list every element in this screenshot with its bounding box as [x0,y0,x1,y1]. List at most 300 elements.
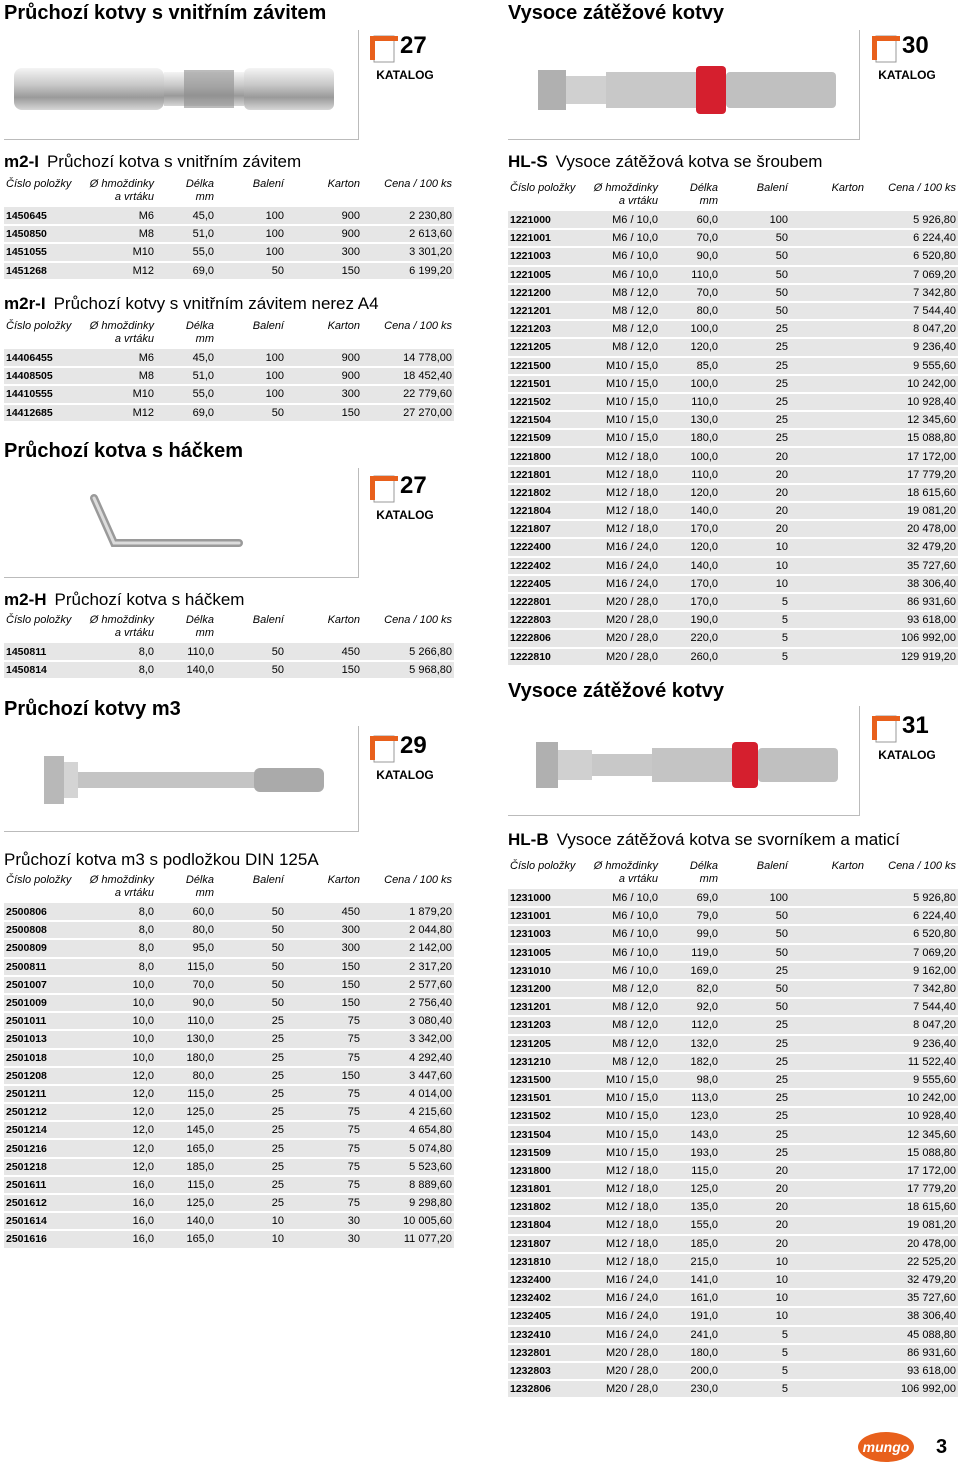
table-cell: 20 [720,466,790,484]
table-cell: M6 / 10,0 [588,229,660,247]
table-cell: 25 [720,320,790,338]
table-cell: 45,0 [156,207,216,225]
table-cell: 2500806 [4,903,84,921]
table-cell [790,1071,866,1089]
table-cell: 115,0 [156,1085,216,1103]
table-cell [790,320,866,338]
table-cell: 3 080,40 [362,1012,454,1030]
table-cell: 150 [286,958,362,976]
table-cell [790,1307,866,1325]
table-m2i: Číslo položky Ø hmoždinky a vrtáku Délka mm Balení Karton Cena / 100 ks 1450645 M6 45,0 100 900 2 230,80 1450850 M8 51,0 100 900 2 613,60 1451055 M10 55,0 100 300 3 301,20 1451268 M12 69,0 50 150 6 199,20 [4,178,454,281]
table-cell: 140,0 [660,502,720,520]
table-cell: 50 [216,994,286,1012]
table-row [508,393,958,411]
table-cell: M8 / 12,0 [588,1016,660,1034]
table-cell: 215,0 [660,1253,720,1271]
table-cell: 10 [720,1253,790,1271]
table-row [508,1144,958,1162]
table-row [508,466,958,484]
table-cell: 1231801 [508,1180,588,1198]
table-cell: 20 [720,1235,790,1253]
table-cell: 25 [720,1089,790,1107]
section-title-hls: HL-S Vysoce zátěžová kotva se šroubem [508,152,823,171]
table-cell: M6 / 10,0 [588,962,660,980]
table-cell: 10 242,00 [866,375,958,393]
table-cell: 2 613,60 [362,225,454,243]
hook-anchor-image [4,468,359,578]
table-row [508,1071,958,1089]
table-cell: 50 [216,643,286,661]
table-cell: M16 / 24,0 [588,1271,660,1289]
table-row [508,1035,958,1053]
table-cell: M8 / 12,0 [588,320,660,338]
table-row [508,375,958,393]
table-cell: 100 [216,207,286,225]
table-cell: 69,0 [660,889,720,907]
table-cell: 25 [720,393,790,411]
table-cell: 2501214 [4,1121,84,1139]
table-cell: 2 142,00 [362,939,454,957]
table-cell: 2501611 [4,1176,84,1194]
table-cell [790,1035,866,1053]
table-cell: 25 [720,962,790,980]
table-cell: 1231800 [508,1162,588,1180]
table-cell: 90,0 [156,994,216,1012]
table-cell: 75 [286,1030,362,1048]
table-cell [790,1125,866,1143]
catalog-ref-1: 27 KATALOG [370,30,440,90]
table-cell: 50 [216,404,286,422]
table-cell [790,575,866,593]
table-cell: 17 779,20 [866,1180,958,1198]
table-cell: 1232400 [508,1271,588,1289]
table-cell: 9 236,40 [866,1035,958,1053]
table-cell: 4 654,80 [362,1121,454,1139]
table-cell: 12,0 [84,1085,156,1103]
table-row [4,1176,454,1194]
table-row [508,1362,958,1380]
table-cell: 1231203 [508,1016,588,1034]
table-cell: M8 / 12,0 [588,980,660,998]
table-cell [790,538,866,556]
table-row [508,320,958,338]
table-cell: 180,0 [156,1049,216,1067]
product-image-hls [508,30,860,140]
table-cell: M12 [84,262,156,280]
table-cell: 14406455 [4,349,84,367]
table-cell: M6 / 10,0 [588,211,660,229]
table-row [508,980,958,998]
table-cell: 100,0 [660,375,720,393]
page-number: 3 [936,1436,948,1458]
table-cell: 1221807 [508,520,588,538]
table-cell: 5 968,80 [362,661,454,679]
table-cell: M8 / 12,0 [588,1035,660,1053]
product-image-m2i [4,30,359,140]
table-cell: 100 [216,243,286,261]
table-row [4,643,454,661]
table-cell: 25 [216,1012,286,1030]
table-cell: 2 317,20 [362,958,454,976]
table-row [508,447,958,465]
table-cell: 25 [720,338,790,356]
table-cell [790,447,866,465]
table-cell: 4 014,00 [362,1085,454,1103]
table-cell: 5 523,60 [362,1158,454,1176]
table-cell: M8 [84,367,156,385]
table-cell: 20 [720,447,790,465]
table-cell: 300 [286,243,362,261]
table-cell: M20 / 28,0 [588,648,660,666]
table-cell: 16,0 [84,1230,156,1248]
table-cell: 50 [216,921,286,939]
table-cell: 50 [720,925,790,943]
table-cell: 17 779,20 [866,466,958,484]
table-cell [790,1380,866,1398]
table-cell: 75 [286,1012,362,1030]
table-cell: 1221804 [508,502,588,520]
table-cell: 50 [720,302,790,320]
table-cell: 3 447,60 [362,1067,454,1085]
table-cell [790,229,866,247]
table-cell: 120,0 [660,338,720,356]
table-cell: 1222801 [508,593,588,611]
table-cell: 1231210 [508,1053,588,1071]
table-cell: 100,0 [660,447,720,465]
catalog-ref-3: 27 KATALOG [370,470,440,530]
table-row [508,1326,958,1344]
table-cell: 79,0 [660,907,720,925]
table-cell: 120,0 [660,484,720,502]
table-cell: 150 [286,976,362,994]
table-cell [790,889,866,907]
table-cell: 1231501 [508,1089,588,1107]
table-cell: 30 [286,1212,362,1230]
anchor-sleeve-image [4,30,359,140]
hlb-anchor-image [508,706,860,816]
table-cell: 1222405 [508,575,588,593]
table-cell: M20 / 28,0 [588,1344,660,1362]
table-cell: 145,0 [156,1121,216,1139]
table-cell: 80,0 [156,921,216,939]
table-cell: 93 618,00 [866,1362,958,1380]
table-cell: 12,0 [84,1067,156,1085]
table-cell: 90,0 [660,247,720,265]
table-cell: 260,0 [660,648,720,666]
table-cell: 5 266,80 [362,643,454,661]
table-cell: 1451268 [4,262,84,280]
table-cell: 50 [720,980,790,998]
table-cell: 25 [720,1125,790,1143]
table-cell: 150 [286,661,362,679]
table-cell: 1221203 [508,320,588,338]
table-cell: 19 081,20 [866,502,958,520]
table-cell: 100,0 [660,320,720,338]
table-cell: 75 [286,1049,362,1067]
table-cell: 25 [720,1053,790,1071]
table-cell [790,1344,866,1362]
table-cell: 2501212 [4,1103,84,1121]
table-row [4,349,454,367]
table-row [4,1158,454,1176]
table-cell: 14408505 [4,367,84,385]
table-cell [790,266,866,284]
table-cell [790,284,866,302]
table-cell: 1 879,20 [362,903,454,921]
table-cell: 60,0 [660,211,720,229]
table-cell: M10 / 15,0 [588,429,660,447]
table-cell: 1222806 [508,629,588,647]
table-row [4,404,454,422]
table-cell: 35 727,60 [866,1289,958,1307]
table-cell: 2 756,40 [362,994,454,1012]
table-cell: 8,0 [84,643,156,661]
table-cell [790,1271,866,1289]
table-cell: 45 088,80 [866,1326,958,1344]
table-cell: M16 / 24,0 [588,557,660,575]
table-cell: 170,0 [660,520,720,538]
table-row [508,1216,958,1234]
table-cell: 2501208 [4,1067,84,1085]
table-cell: 5 [720,1362,790,1380]
table-cell: 450 [286,903,362,921]
table-cell: 70,0 [660,229,720,247]
table-cell: M12 / 18,0 [588,1198,660,1216]
table-cell: 10 242,00 [866,1089,958,1107]
table-cell: 20 [720,520,790,538]
table-hlb: Číslo položky Ø hmoždinky a vrtáku Délka mm Balení Karton Cena / 100 ks 1231000 M6 / 10,0 69,0 100 5 926,80 1231001 M6 / 10,0 79,0 50 6 224,40 1231003 M6 / 10,0 99,0 50 6 520,80 1231005 M6 / 10,0 119,0 50 7 069,20 1231010 M6 / 10,0 169,0 25 9 162,00 1231200 M8 / 12,0 82,0 50 7 342,80 1231201 M8 / 12,0 92,0 50 7 544,40 1231203 M8 / 12,0 112,0 25 8 047,20 1231205 M8 / 12,0 132,0 25 9 236,40 1231210 M8 / 12,0 182,0 25 11 522,40 1231500 M10 / 15,0 98,0 25 9 555,60 1231501 M10 / 15,0 113,0 25 10 242,00 1231502 M10 / 15,0 123,0 25 10 928,40 1231504 M10 / 15,0 143,0 25 12 345,60 1231509 M10 / 15,0 193,0 25 15 088,80 1231800 M12 / 18,0 115,0 20 17 172,00 1231801 M12 / 18,0 125,0 20 17 779,20 1231802 M12 / 18,0 135,0 20 18 615,60 1231804 M12 / 18,0 155,0 20 19 081,20 1231807 M12 / 18,0 185,0 20 20 478,00 1231810 M12 / 18,0 215,0 10 22 525,20 1232400 M16 / 24,0 141,0 10 32 479,20 1232402 M16 / 24,0 161,0 10 35 727,60 1232405 M16 / 24,0 191,0 10 38 306,40 1232410 M16 / 24,0 241,0 5 45 088,80 1232801 M20 / 28,0 180,0 5 86 931,60 1232803 M20 / 28,0 200,0 5 93 618,00 1232806 M20 / 28,0 230,0 5 106 992,00 [508,860,958,1399]
table-cell: 185,0 [156,1158,216,1176]
table-row [4,225,454,243]
table-cell: M16 / 24,0 [588,1326,660,1344]
table-cell: 25 [216,1049,286,1067]
table-cell: 92,0 [660,998,720,1016]
table-cell: 16,0 [84,1194,156,1212]
table-cell: 25 [720,411,790,429]
table-cell [790,357,866,375]
table-row [508,1235,958,1253]
table-row [508,962,958,980]
table-cell: 1231005 [508,944,588,962]
table-cell [790,944,866,962]
table-row [508,575,958,593]
table-cell: 115,0 [156,1176,216,1194]
table-cell: M6 / 10,0 [588,944,660,962]
table-cell: 50 [720,907,790,925]
table-cell: M12 / 18,0 [588,1162,660,1180]
table-cell: 1221501 [508,375,588,393]
table-cell: 20 [720,1180,790,1198]
table-cell: 4 292,40 [362,1049,454,1067]
table-cell: 25 [216,1158,286,1176]
table-cell: 75 [286,1139,362,1157]
table-cell: 4 215,60 [362,1103,454,1121]
table-cell: 150 [286,262,362,280]
table-cell: 32 479,20 [866,538,958,556]
table-cell: 25 [720,429,790,447]
table-cell: 125,0 [156,1194,216,1212]
table-cell: 6 520,80 [866,247,958,265]
table-cell: M10 / 15,0 [588,411,660,429]
table-cell: 115,0 [156,958,216,976]
table-cell [790,1089,866,1107]
table-cell: 18 615,60 [866,484,958,502]
table-cell: 22 779,60 [362,385,454,403]
table-row [4,243,454,261]
table-row [4,1067,454,1085]
catalog-ref-5: 31 KATALOG [872,710,942,770]
table-cell: 22 525,20 [866,1253,958,1271]
table-cell: 1221201 [508,302,588,320]
table-row [508,338,958,356]
table-cell [790,211,866,229]
table-row [4,385,454,403]
table-cell: M12 / 18,0 [588,502,660,520]
table-cell: M6 / 10,0 [588,247,660,265]
table-cell: 85,0 [660,357,720,375]
table-cell: M10 / 15,0 [588,1089,660,1107]
table-cell: 50 [720,944,790,962]
table-cell: 86 931,60 [866,593,958,611]
table-row [508,284,958,302]
table-row [508,1271,958,1289]
table-cell: 140,0 [156,661,216,679]
table-cell: 1221001 [508,229,588,247]
table-cell: 50 [216,939,286,957]
table-cell: 82,0 [660,980,720,998]
table-row [508,611,958,629]
heading-left-top: Průchozí kotvy s vnitřním závitem [4,2,327,24]
table-row [4,1212,454,1230]
table-cell: 25 [720,375,790,393]
table-cell: M20 / 28,0 [588,611,660,629]
table-cell: 8 047,20 [866,1016,958,1034]
table-cell: 10 [720,557,790,575]
table-row [4,661,454,679]
table-cell: 25 [216,1121,286,1139]
table-cell: 50 [720,229,790,247]
table-cell: 110,0 [660,393,720,411]
table-row [4,1049,454,1067]
table-cell: 123,0 [660,1107,720,1125]
table-cell: M8 / 12,0 [588,338,660,356]
table-cell: 50 [216,661,286,679]
table-cell: 50 [216,976,286,994]
table-cell: 38 306,40 [866,1307,958,1325]
table-cell: M8 / 12,0 [588,302,660,320]
table-cell: M8 / 12,0 [588,998,660,1016]
table-cell: 11 077,20 [362,1230,454,1248]
table-cell: 3 301,20 [362,243,454,261]
table-cell: M12 / 18,0 [588,1180,660,1198]
heading-hook: Průchozí kotva s háčkem [4,440,243,462]
table-row [508,1125,958,1143]
table-cell: 1231802 [508,1198,588,1216]
table-cell [790,1107,866,1125]
table-cell: 1222803 [508,611,588,629]
table-cell: 1231502 [508,1107,588,1125]
table-cell: 191,0 [660,1307,720,1325]
table-cell: 106 992,00 [866,1380,958,1398]
table-cell: 75 [286,1176,362,1194]
table-cell [790,611,866,629]
table-cell [790,925,866,943]
table-cell: M8 / 12,0 [588,1053,660,1071]
table-cell: 20 [720,1162,790,1180]
table-cell: 50 [720,266,790,284]
table-cell: 1450811 [4,643,84,661]
table-cell: 25 [720,1071,790,1089]
table-cell: M12 / 18,0 [588,1216,660,1234]
table-cell: M10 / 15,0 [588,1144,660,1162]
table-cell: M16 / 24,0 [588,1307,660,1325]
table-cell: 125,0 [660,1180,720,1198]
table-cell: 27 270,00 [362,404,454,422]
table-cell: 7 342,80 [866,284,958,302]
catalog-ref-4: 29 KATALOG [370,730,440,790]
table-cell: 16,0 [84,1212,156,1230]
table-row [508,1089,958,1107]
table-cell: 2501211 [4,1085,84,1103]
table-cell: 25 [216,1139,286,1157]
table-cell: M6 / 10,0 [588,925,660,943]
table-cell: 69,0 [156,404,216,422]
table-cell [790,962,866,980]
product-image-m3 [4,726,359,832]
table-cell: 2501616 [4,1230,84,1248]
table-cell: 95,0 [156,939,216,957]
table-row [4,1121,454,1139]
table-cell: 10,0 [84,1012,156,1030]
section-title-hlb: HL-B Vysoce zátěžová kotva se svorníkem a maticí [508,830,900,849]
table-cell: 1232402 [508,1289,588,1307]
table-cell: 86 931,60 [866,1344,958,1362]
table-row [508,1253,958,1271]
table-cell: 1231010 [508,962,588,980]
table-row [508,889,958,907]
table-cell: M16 / 24,0 [588,1289,660,1307]
table-cell: 20 [720,1198,790,1216]
table-cell: 5 [720,1344,790,1362]
table-cell: 1221200 [508,284,588,302]
table-cell: M8 / 12,0 [588,284,660,302]
table-cell: 241,0 [660,1326,720,1344]
table-cell: 7 069,20 [866,266,958,284]
table-cell: 8,0 [84,939,156,957]
table-row [508,429,958,447]
table-cell: 10 [720,575,790,593]
table-cell: 10,0 [84,1030,156,1048]
table-row [508,502,958,520]
table-cell: 75 [286,1085,362,1103]
table-cell [790,557,866,575]
table-cell: 200,0 [660,1362,720,1380]
table-cell: 3 342,00 [362,1030,454,1048]
table-hls: Číslo položky Ø hmoždinky a vrtáku Délka mm Balení Karton Cena / 100 ks 1221000 M6 / 10,0 60,0 100 5 926,80 1221001 M6 / 10,0 70,0 50 6 224,40 1221003 M6 / 10,0 90,0 50 6 520,80 1221005 M6 / 10,0 110,0 50 7 069,20 1221200 M8 / 12,0 70,0 50 7 342,80 1221201 M8 / 12,0 80,0 50 7 544,40 1221203 M8 / 12,0 100,0 25 8 047,20 1221205 M8 / 12,0 120,0 25 9 236,40 1221500 M10 / 15,0 85,0 25 9 555,60 1221501 M10 / 15,0 100,0 25 10 242,00 1221502 M10 / 15,0 110,0 25 10 928,40 1221504 M10 / 15,0 130,0 25 12 345,60 1221509 M10 / 15,0 180,0 25 15 088,80 1221800 M12 / 18,0 100,0 20 17 172,00 1221801 M12 / 18,0 110,0 20 17 779,20 1221802 M12 / 18,0 120,0 20 18 615,60 1221804 M12 / 18,0 140,0 20 19 081,20 1221807 M12 / 18,0 170,0 20 20 478,00 1222400 M16 / 24,0 120,0 10 32 479,20 1222402 M16 / 24,0 140,0 10 35 727,60 1222405 M16 / 24,0 170,0 10 38 306,40 1222801 M20 / 28,0 170,0 5 86 931,60 1222803 M20 / 28,0 190,0 5 93 618,00 1222806 M20 / 28,0 220,0 5 106 992,00 1222810 M20 / 28,0 260,0 5 129 919,20 [508,182,958,667]
table-cell: M20 / 28,0 [588,629,660,647]
table-cell: M10 [84,243,156,261]
table-cell: 18 615,60 [866,1198,958,1216]
table-row [508,907,958,925]
table-cell: 10,0 [84,1049,156,1067]
table-cell: 9 236,40 [866,338,958,356]
table-cell: 5 [720,629,790,647]
table-row [4,958,454,976]
table-cell: 25 [720,1035,790,1053]
table-cell: 1450645 [4,207,84,225]
table-m2h: Číslo položky Ø hmoždinky a vrtáku Délka mm Balení Karton Cena / 100 ks 1450811 8,0 110,0 50 450 5 266,80 1450814 8,0 140,0 50 150 5 968,80 [4,614,454,680]
table-cell: 2 577,60 [362,976,454,994]
